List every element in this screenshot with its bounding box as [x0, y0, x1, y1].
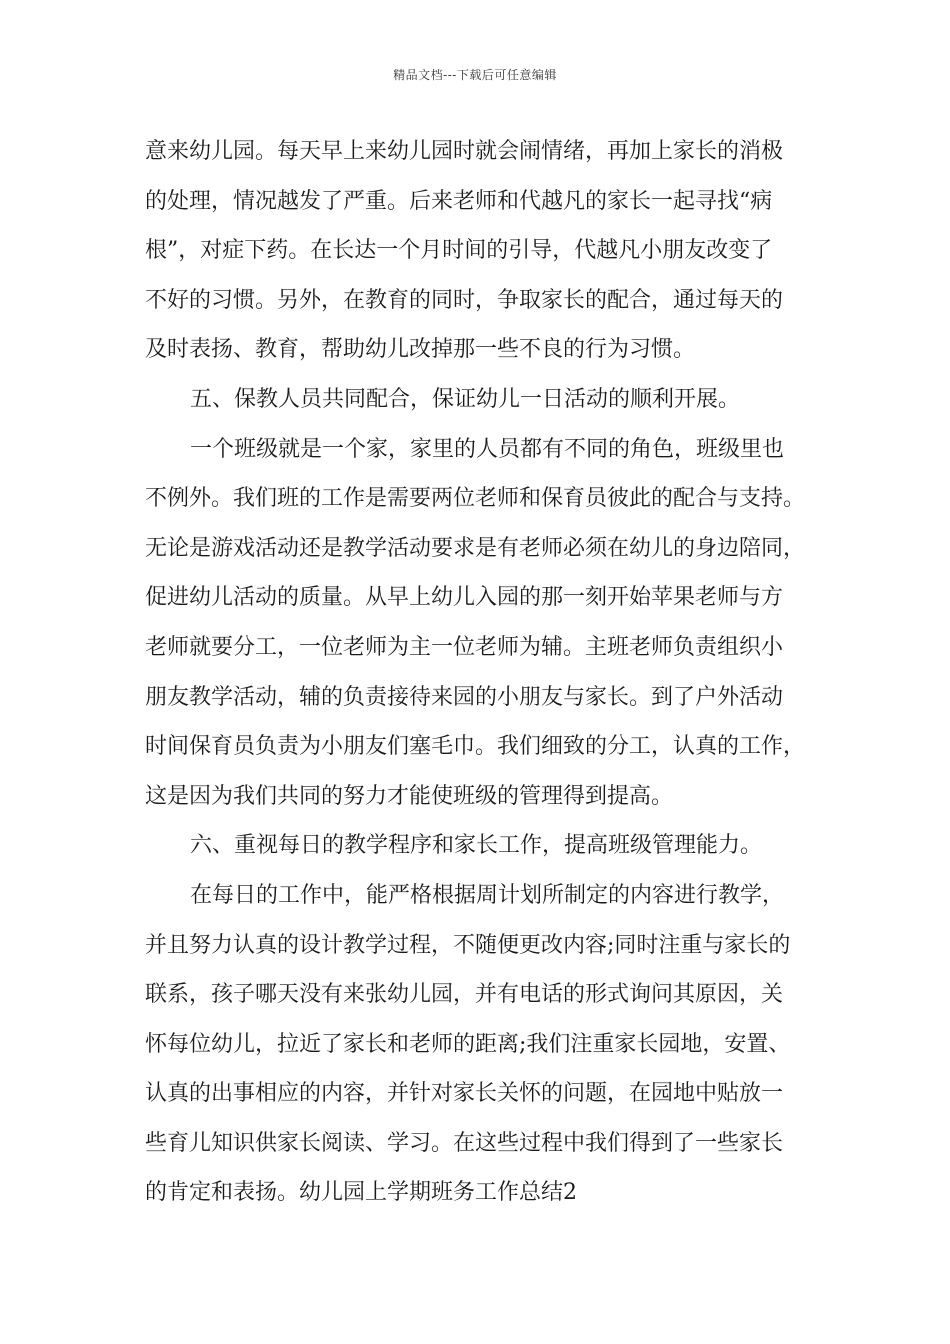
body-line: 老师就要分工，一位老师为主一位老师为辅。主班老师负责组织小 [145, 634, 784, 660]
body-line: 这是因为我们共同的努力才能使班级的管理得到提高。 [145, 783, 674, 809]
section-heading: 六、重视每日的教学程序和家长工作，提高班级管理能力。 [190, 833, 763, 859]
body-line: 促进幼儿活动的质量。从早上幼儿入园的那一刻开始苹果老师与方 [145, 585, 784, 611]
body-line: 不例外。我们班的工作是需要两位老师和保育员彼此的配合与支持。 [145, 486, 806, 512]
page-header: 精品文档---下载后可任意编辑 [393, 68, 557, 82]
body-line: 根”，对症下药。在长达一个月时间的引导，代越凡小朋友改变了 [145, 238, 773, 264]
paragraph-start: 在每日的工作中，能严格根据周计划所制定的内容进行教学， [190, 882, 785, 908]
body-line: 朋友教学活动，辅的负责接待来园的小朋友与家长。到了户外活动 [145, 684, 784, 710]
body-line: 及时表扬、教育，帮助幼儿改掉那一些不良的行为习惯。 [145, 337, 696, 363]
document-body [145, 127, 815, 1218]
body-line: 怀每位幼儿，拉近了家长和老师的距离;我们注重家长园地，安置、 [145, 1031, 791, 1057]
paragraph-start: 一个班级就是一个家，家里的人员都有不同的角色，班级里也 [190, 436, 785, 462]
body-line: 时间保育员负责为小朋友们塞毛巾。我们细致的分工，认真的工作， [145, 734, 806, 760]
body-line: 不好的习惯。另外，在教育的同时，争取家长的配合，通过每天的 [145, 287, 784, 313]
body-line: 并且努力认真的设计教学过程，不随便更改内容;同时注重与家长的 [145, 932, 791, 958]
section-heading: 五、保教人员共同配合，保证幼儿一日活动的顺利开展。 [190, 386, 741, 412]
body-line: 的肯定和表扬。幼儿园上学期班务工作总结2 [145, 1180, 577, 1206]
body-line: 些育儿知识供家长阅读、学习。在这些过程中我们得到了一些家长 [145, 1130, 784, 1156]
body-line: 联系，孩子哪天没有来张幼儿园，并有电话的形式询问其原因，关 [145, 982, 784, 1008]
body-line: 无论是游戏活动还是教学活动要求是有老师必须在幼儿的身边陪同， [145, 535, 806, 561]
body-line: 意来幼儿园。每天早上来幼儿园时就会闹情绪，再加上家长的消极 [145, 139, 784, 164]
body-line: 认真的出事相应的内容，并针对家长关怀的问题，在园地中贴放一 [145, 1081, 784, 1107]
body-line: 的处理，情况越发了严重。后来老师和代越凡的家长一起寻找“病 [145, 188, 773, 214]
